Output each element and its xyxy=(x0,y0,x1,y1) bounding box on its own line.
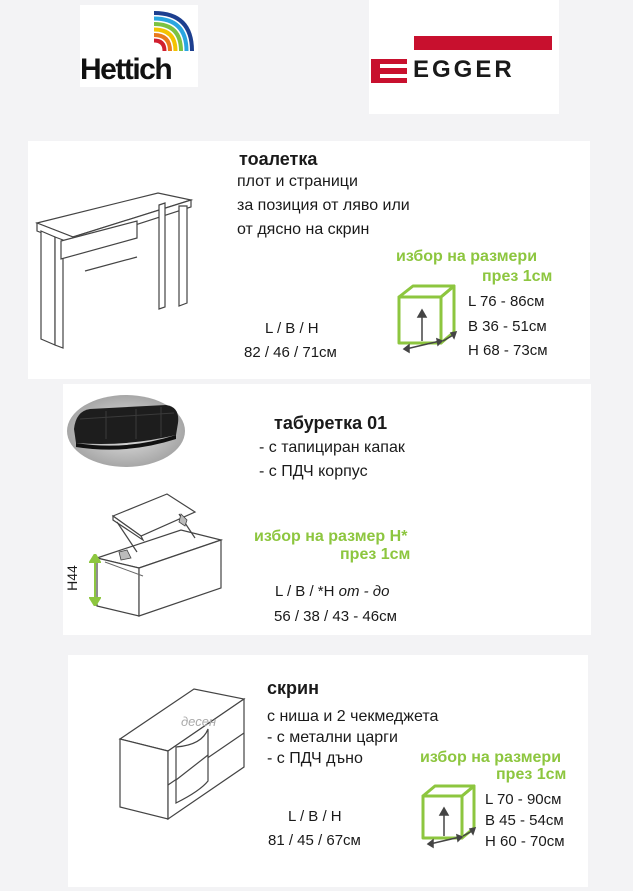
hettich-stripes-icon xyxy=(152,9,196,53)
size-choice-step: през 1см xyxy=(482,268,553,285)
upholstered-lid-photo xyxy=(66,389,186,467)
range-length: L 76 - 86см xyxy=(468,293,545,310)
range-height: H 60 - 70см xyxy=(485,833,565,850)
description-line: - с метални царги xyxy=(267,729,398,746)
description-line: - с ПДЧ дъно xyxy=(267,750,363,767)
product-title: скрин xyxy=(267,678,319,698)
egger-logo xyxy=(369,0,559,114)
height-arrow-icon xyxy=(89,554,101,606)
product-card-vanity xyxy=(28,141,590,379)
description-line: - с ПДЧ корпус xyxy=(259,463,368,480)
hettich-wordmark: Hettich xyxy=(80,53,172,86)
dimensions-header-range: от - до xyxy=(338,583,390,600)
chest-drawing xyxy=(116,685,248,825)
height-label: H44 xyxy=(63,565,80,591)
storage-stool-drawing xyxy=(83,492,233,622)
product-card-stool xyxy=(63,384,591,635)
size-choice-label: избор на размери xyxy=(396,248,538,265)
egger-e-icon xyxy=(371,59,407,83)
vanity-table-drawing xyxy=(33,183,223,353)
product-card-chest xyxy=(68,655,588,887)
decor-label: десен xyxy=(181,714,217,729)
size-choice-step: през 1см xyxy=(340,546,411,563)
resize-cube-icon xyxy=(420,783,480,853)
egger-red-bar xyxy=(414,36,552,50)
size-choice-step: през 1см xyxy=(496,766,567,783)
hettich-stripe xyxy=(154,41,165,52)
range-height: H 68 - 73см xyxy=(468,342,548,359)
description-line: - с тапициран капак xyxy=(259,439,405,456)
description-line: плот и страници xyxy=(237,173,358,190)
description-line: от дясно на скрин xyxy=(237,221,370,238)
dimensions-header: L / B / H xyxy=(288,808,342,825)
range-length: L 70 - 90см xyxy=(485,791,562,808)
dimensions-values: 81 / 45 / 67см xyxy=(268,832,361,849)
hettich-logo xyxy=(80,5,198,87)
dimensions-header: L / B / H xyxy=(265,320,319,337)
size-choice-label: избор на размер H* xyxy=(254,528,408,545)
dimensions-header-main: L / B / *H xyxy=(275,583,339,600)
resize-cube-icon xyxy=(396,283,462,359)
dimensions-values: 56 / 38 / 43 - 46см xyxy=(274,608,397,625)
dimensions-header xyxy=(275,583,389,600)
description-line: с ниша и 2 чекмеджета xyxy=(267,708,439,725)
range-depth: B 36 - 51см xyxy=(468,318,547,335)
dimensions-values: 82 / 46 / 71см xyxy=(244,344,337,361)
description-line: за позиция от ляво или xyxy=(237,197,410,214)
size-choice-label: избор на размери xyxy=(420,749,562,766)
product-title: табуретка 01 xyxy=(274,413,388,433)
egger-wordmark: EGGER xyxy=(413,56,515,83)
product-title: тоалетка xyxy=(239,149,318,169)
range-depth: B 45 - 54см xyxy=(485,812,564,829)
